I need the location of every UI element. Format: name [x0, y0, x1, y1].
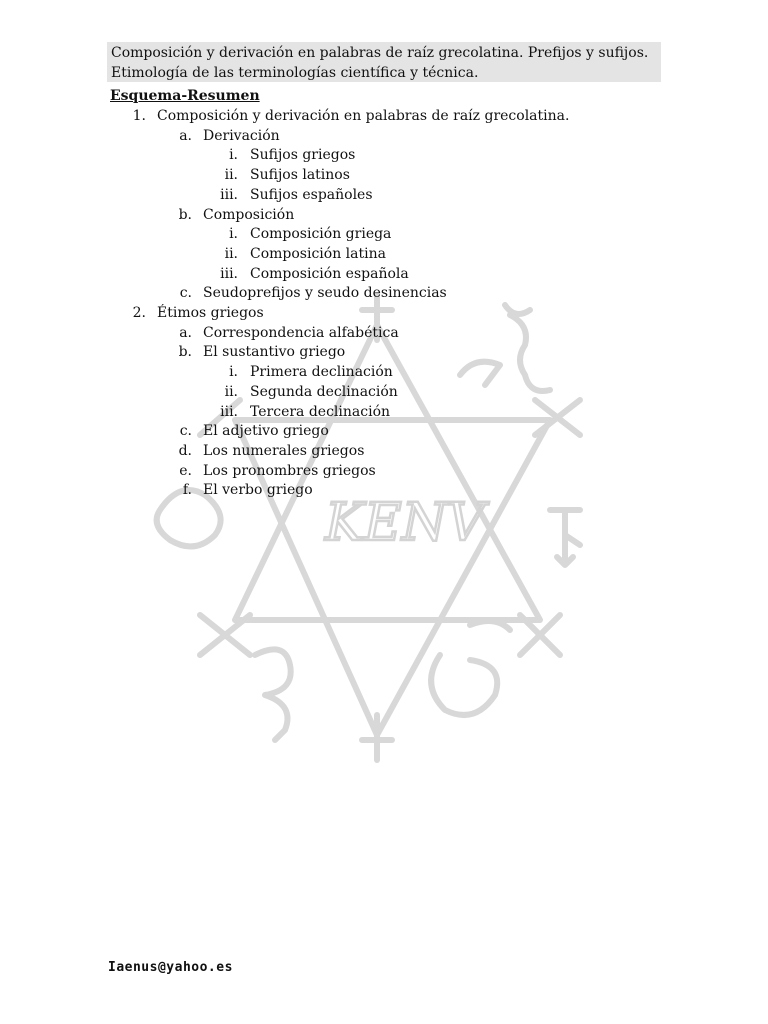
outline-item-number: d. — [178, 442, 192, 459]
outline-item-label: Étimos griegos — [157, 305, 264, 321]
outline-item-label: Composición — [203, 206, 295, 223]
title-line-2: Etimología de las terminologías científica y técnica. — [111, 65, 479, 81]
title-box — [107, 42, 661, 82]
outline-item-number: c. — [179, 423, 192, 440]
outline-item-number: 1. — [132, 108, 146, 124]
outline-item-label: Los pronombres griegos — [203, 462, 376, 479]
outline-item-number: e. — [179, 462, 192, 479]
outline-item-number: i. — [229, 364, 238, 381]
section-heading: Esquema-Resumen — [110, 88, 260, 104]
outline-item-label: Segunda declinación — [250, 383, 398, 400]
outline-item-label: Sufijos griegos — [250, 147, 356, 164]
footer-email: Iaenus@yahoo.es — [108, 960, 233, 975]
outline-item-label: Los numerales griegos — [203, 442, 365, 459]
outline-item-number: a. — [179, 324, 192, 341]
outline-item-number: c. — [179, 285, 192, 302]
outline-item-number: b. — [178, 206, 192, 223]
outline-item-number: ii. — [224, 383, 238, 400]
outline-item-number: f. — [182, 482, 192, 499]
outline-item-label: Composición griega — [250, 226, 392, 243]
outline-item-label: Seudoprefijos y seudo desinencias — [203, 285, 447, 302]
outline-item-number: ii. — [224, 167, 238, 184]
outline-item-number: iii. — [220, 265, 238, 282]
outline-item-label: Correspondencia alfabética — [203, 324, 399, 341]
outline-item-label: Composición y derivación en palabras de raíz grecolatina. — [157, 108, 570, 124]
outline-item-label: Sufijos españoles — [250, 186, 373, 203]
outline-item-number: a. — [179, 127, 192, 144]
watermark-text: KENV — [325, 493, 485, 553]
outline-item-label: Derivación — [203, 127, 280, 144]
outline-item-number: iii. — [220, 186, 238, 203]
outline-item-number: iii. — [220, 403, 238, 420]
title-line-1: Composición y derivación en palabras de raíz grecolatina. Prefijos y sufijos. — [111, 45, 649, 61]
outline-item-label: El verbo griego — [203, 482, 313, 499]
outline-item-label: El adjetivo griego — [203, 423, 329, 440]
outline-item-number: i. — [229, 226, 238, 243]
outline-item-label: Composición latina — [250, 245, 386, 262]
outline-item-label: Primera declinación — [250, 364, 393, 381]
outline-item-number: b. — [178, 344, 192, 361]
outline-item-label: El sustantivo griego — [203, 344, 346, 361]
outline-item-number: ii. — [224, 245, 238, 262]
outline-item-number: 2. — [132, 305, 146, 321]
outline-item-number: i. — [229, 147, 238, 164]
outline-item-label: Sufijos latinos — [250, 167, 350, 184]
outline-item-label: Composición española — [250, 265, 409, 282]
outline-item-label: Tercera declinación — [250, 403, 391, 420]
